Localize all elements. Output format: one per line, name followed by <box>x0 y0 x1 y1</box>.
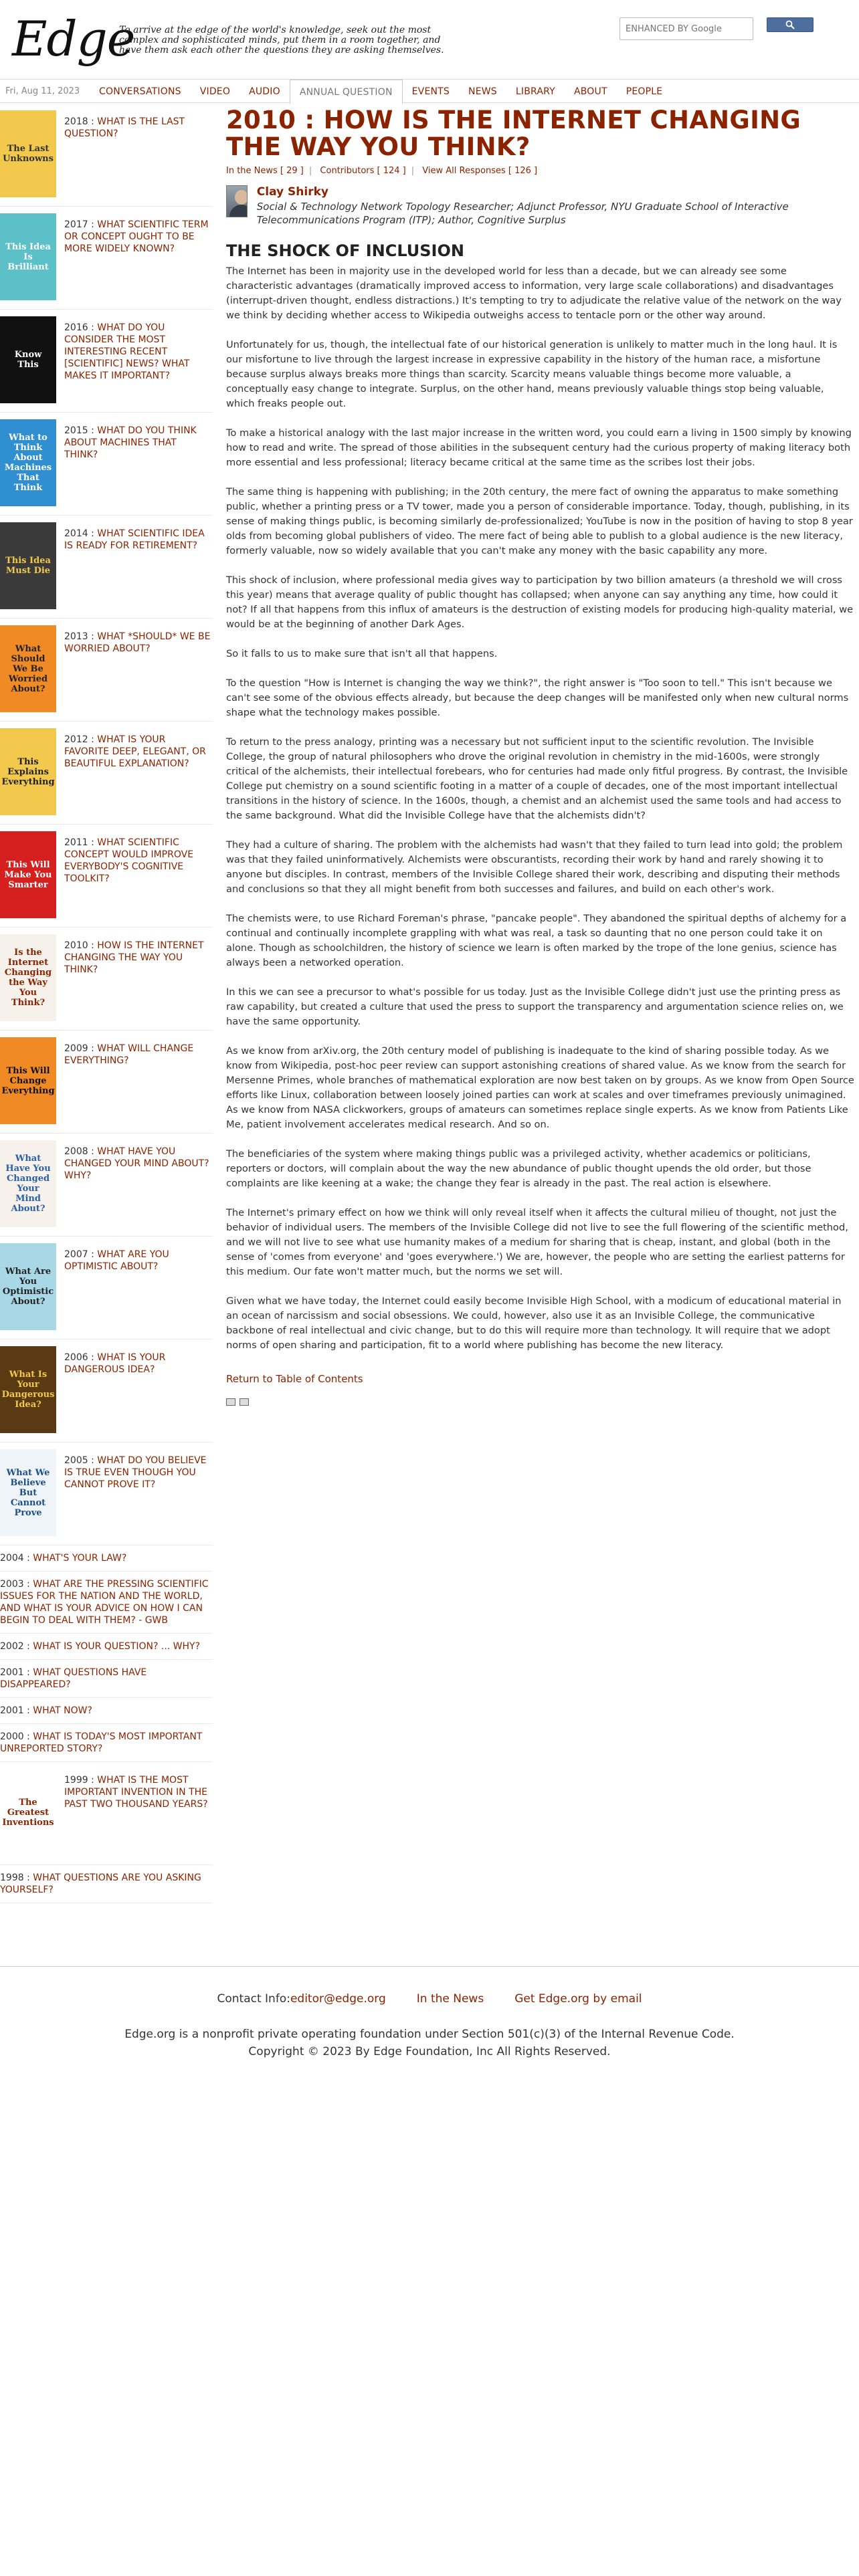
sidebar-question-item[interactable] <box>0 928 213 1031</box>
sidebar-question-link[interactable]: 2010 : HOW IS THE INTERNET CHANGING THE WAY YOU THINK? <box>64 940 204 975</box>
sidebar-question-item[interactable]: 2001 : WHAT NOW? <box>0 1698 213 1724</box>
sidebar-question-year: 2003 <box>0 1579 24 1590</box>
sidebar-question-link[interactable]: 2011 : WHAT SCIENTIFIC CONCEPT WOULD IMPROVE EVERYBODY'S COGNITIVE TOOLKIT? <box>64 837 194 884</box>
sidebar-question-text[interactable]: WHAT DO YOU CONSIDER THE MOST INTERESTING RECENT [SCIENTIFIC] NEWS? WHAT MAKES IT IMPORTANT? <box>64 322 190 381</box>
sidebar-question-text[interactable]: WHAT QUESTIONS ARE YOU ASKING YOURSELF? <box>0 1872 201 1895</box>
sidebar-question-text[interactable]: WHAT ARE YOU OPTIMISTIC ABOUT? <box>64 1249 169 1272</box>
nav-video[interactable]: VIDEO <box>199 86 231 97</box>
print-icon[interactable] <box>240 1398 249 1406</box>
author-name-link[interactable]: Clay Shirky <box>256 185 328 199</box>
main-content <box>226 107 855 1406</box>
sidebar-question-link[interactable]: 2012 : WHAT IS YOUR FAVORITE DEEP, ELEGANT, OR BEAUTIFUL EXPLANATION? <box>64 734 206 769</box>
sidebar-question-item[interactable] <box>0 413 213 516</box>
edge-logo[interactable]: Edge <box>12 11 135 67</box>
sidebar-question-item[interactable] <box>0 1134 213 1237</box>
author-bio: Social & Technology Network Topology Researcher; Adjunct Professor, NYU Graduate School of Interactive Telecommunications Program (ITP); Author, Cognitive Surplus <box>256 201 789 226</box>
essay-paragraph: Given what we have today, the Internet could easily become Invisible High School, with a modicum of educational material in an ocean of narcissism and social obsessions. We could, however, also use it as an Invisible College, the communicative backbone of real intellectual and civic change, but to do this will require more than technology. It will require that we adopt norms of open sharing and participation, fit to a world where publishing has become the new literacy. <box>226 1295 842 1351</box>
sidebar-question-text[interactable]: WHAT IS THE LAST QUESTION? <box>64 116 185 139</box>
sidebar-question-item[interactable]: 2000 : WHAT IS TODAY'S MOST IMPORTANT UNREPORTED STORY? <box>0 1724 213 1762</box>
email-icon[interactable] <box>226 1398 235 1406</box>
book-cover[interactable]: The Last Unknowns <box>0 110 56 197</box>
sidebar-question-link[interactable]: 2007 : WHAT ARE YOU OPTIMISTIC ABOUT? <box>64 1249 169 1272</box>
sidebar-question-year: 2010 <box>64 940 88 951</box>
sidebar-question-link[interactable]: 2005 : WHAT DO YOU BELIEVE IS TRUE EVEN THOUGH YOU CANNOT PROVE IT? <box>64 1455 207 1490</box>
sidebar-question-link[interactable]: 2006 : WHAT IS YOUR DANGEROUS IDEA? <box>64 1352 166 1375</box>
essay-paragraph: They had a culture of sharing. The problem with the alchemists had wasn't that they failed to turn lead into gold; the problem was that they failed uninformatively. Alchemists were obscurantists, recording their work by hand and rarely showing it to anyone but disciples. In contrast, members of the Invisible College shared their work, describing and disputing their methods and conclusions so that they all might benefit from both successes and failures, and build on each other's work. <box>226 839 843 895</box>
sidebar-question-year: 2016 <box>64 322 88 333</box>
book-cover[interactable]: This Idea Must Die <box>0 522 56 609</box>
book-cover[interactable]: This Explains Everything <box>0 728 56 815</box>
nav-people[interactable]: PEOPLE <box>626 86 663 97</box>
contact-email-link[interactable]: editor@edge.org <box>290 1992 386 2006</box>
sidebar-question-item[interactable]: 2004 : WHAT'S YOUR LAW? <box>0 1545 213 1572</box>
sidebar-question-item[interactable]: 2003 : WHAT ARE THE PRESSING SCIENTIFIC ISSUES FOR THE NATION AND THE WORLD, AND WHAT IS YOUR ADVICE ON HOW I CAN BEGIN TO DEAL WITH THEM? - GWB <box>0 1572 213 1634</box>
view-all-responses-link[interactable]: View All Responses [ 126 ] <box>422 166 538 176</box>
site-tagline: To arrive at the edge of the world's knowledge, seek out the most complex and sophisticated minds, put them in a room together, and have them ask each other the questions they are asking themselves. <box>119 25 444 56</box>
sidebar-question-year: 2001 <box>0 1705 24 1716</box>
essay-paragraph: The same thing is happening with publishing; in the 20th century, the mere fact of owning the apparatus to make something public, whether a printing press or a TV tower, made you a person of considerable importance. Today, though, publishing, in its sense of making things public, is becoming similarly de-professionalized; YouTube is now in the position of having to stop 8 year olds from becoming global publishers of video. The mere fact of being able to publish to a global audience is the new literacy, formerly valuable, now so widely available that you can't make any money with the basic capability any more. <box>226 486 853 556</box>
site-header <box>0 0 859 67</box>
sidebar-question-text[interactable]: WHAT *SHOULD* WE BE WORRIED ABOUT? <box>64 631 211 654</box>
sidebar-question-year: 2013 <box>64 631 88 642</box>
sidebar-question-link[interactable]: 2013 : WHAT *SHOULD* WE BE WORRIED ABOUT? <box>64 631 211 654</box>
sidebar-question-link[interactable]: 2017 : WHAT SCIENTIFIC TERM OR CONCEPT OUGHT TO BE MORE WIDELY KNOWN? <box>64 219 209 254</box>
in-the-news-link[interactable]: In the News [ 29 ] <box>226 166 304 176</box>
essay-paragraph: The Internet has been in majority use in the developed world for less than a decade, but we can already see some characteristic advantages (dramatically improved access to information, very large scale collaborations) and disadvantages (interrupt-driven thought, endless distractions.) It's tempting to try to adjudicate the relative value of the network on the way we think by deciding whether access to Wikipedia outweighs access to tentacle porn or the other way around. <box>226 265 842 321</box>
book-cover[interactable]: What to Think About Machines That Think <box>0 419 56 506</box>
current-date: Fri, Aug 11, 2023 <box>5 86 80 96</box>
essay-paragraph: Unfortunately for us, though, the intellectual fate of our historical generation is unlikely to matter much in the long haul. It is our misfortune to live through the largest increase in expressive capability in the history of the human race, a misfortune because surplus always breaks more things than scarcity. Scarcity means valuable things become more valuable, a conceptually easy change to integrate. Surplus, on the other hand, means previously valuable things stop being valuable, which freaks people out. <box>226 339 838 409</box>
sidebar-question-item[interactable] <box>0 516 213 619</box>
sidebar-question-link[interactable]: 2014 : WHAT SCIENTIFIC IDEA IS READY FOR RETIREMENT? <box>64 528 205 551</box>
nav-library[interactable]: LIBRARY <box>515 86 555 97</box>
footer-news-link[interactable]: In the News <box>416 1992 484 2006</box>
sidebar-question-item[interactable] <box>0 310 213 413</box>
sidebar-question-link[interactable]: 1999 : WHAT IS THE MOST IMPORTANT INVENTION IN THE PAST TWO THOUSAND YEARS? <box>64 1775 208 1810</box>
sidebar-question-year: 2008 <box>64 1146 88 1157</box>
sidebar-question-text[interactable]: WHAT IS YOUR QUESTION? ... WHY? <box>33 1641 201 1652</box>
nav-annual-question[interactable]: ANNUAL QUESTION <box>290 80 403 104</box>
sidebar-question-item[interactable] <box>0 1339 213 1442</box>
book-cover[interactable]: What We Believe But Cannot Prove <box>0 1449 56 1536</box>
book-cover[interactable]: Know This <box>0 316 56 403</box>
essay-paragraph: This shock of inclusion, where professional media gives way to participation by two billion amateurs (a threshold we will cross this year) means that average quality of public thought has collapsed; when anyone can say anything any time, how could it not? If all that happens from this influx of amateurs is the destruction of existing models for producing high-quality material, we would be at the beginning of another Dark Ages. <box>226 574 854 630</box>
sidebar-question-item[interactable]: 2001 : WHAT QUESTIONS HAVE DISAPPEARED? <box>0 1660 213 1698</box>
site-footer <box>0 1966 859 2060</box>
sidebar-question-text[interactable]: WHAT DO YOU BELIEVE IS TRUE EVEN THOUGH YOU CANNOT PROVE IT? <box>64 1455 207 1490</box>
essay-body <box>226 264 855 1353</box>
sidebar-question-year: 2006 <box>64 1352 88 1363</box>
essay-paragraph: The beneficiaries of the system where making things public was a privileged activity, whether academics or politicians, reporters or doctors, will complain about the way the new abundance of public thought upends the old order, but those complaints are like keening at a wake; the change they fear is already in the past. The real action is elsewhere. <box>226 1148 812 1189</box>
essay-paragraph: The chemists were, to use Richard Foreman's phrase, "pancake people". They abandoned the spiritual depths of alchemy for a continual and continually incomplete grappling with what was real, a task so daunting that no one person could take it on alone. Though as schoolchildren, the history of science we learn is often marked by the trope of the lone genius, science has always been a networked operation. <box>226 913 847 968</box>
book-cover[interactable]: What Have You Changed Your Mind About? <box>0 1140 56 1227</box>
nav-audio[interactable]: AUDIO <box>249 86 280 97</box>
book-cover[interactable]: This Will Make You Smarter <box>0 831 56 918</box>
sidebar-question-text[interactable]: HOW IS THE INTERNET CHANGING THE WAY YOU THINK? <box>64 940 204 975</box>
book-cover[interactable]: What Is Your Dangerous Idea? <box>0 1346 56 1433</box>
sidebar-question-year: 2004 <box>0 1553 24 1564</box>
sidebar-question-text[interactable]: WHAT IS YOUR FAVORITE DEEP, ELEGANT, OR BEAUTIFUL EXPLANATION? <box>64 734 206 769</box>
sidebar-question-item[interactable]: 1998 : WHAT QUESTIONS ARE YOU ASKING YOURSELF? <box>0 1865 213 1903</box>
sidebar-question-text[interactable]: WHAT SCIENTIFIC IDEA IS READY FOR RETIREMENT? <box>64 528 205 551</box>
book-cover[interactable]: What Are You Optimistic About? <box>0 1243 56 1330</box>
search-input[interactable] <box>619 17 753 40</box>
sidebar-question-item[interactable] <box>0 207 213 310</box>
book-cover[interactable]: This Idea Is Brilliant <box>0 213 56 300</box>
book-cover[interactable]: What Should We Be Worried About? <box>0 625 56 712</box>
sidebar-question-text[interactable]: WHAT IS THE MOST IMPORTANT INVENTION IN THE PAST TWO THOUSAND YEARS? <box>64 1775 208 1810</box>
sidebar-question-year: 1999 <box>64 1775 88 1786</box>
author-block <box>226 185 855 227</box>
sidebar-question-year: 1998 <box>0 1872 24 1883</box>
nav-about[interactable]: ABOUT <box>573 86 607 97</box>
sidebar-question-text[interactable]: WHAT DO YOU THINK ABOUT MACHINES THAT THINK? <box>64 425 197 460</box>
essay-paragraph: So it falls to us to make sure that isn't all that happens. <box>226 648 498 659</box>
sidebar-question-text[interactable]: WHAT SCIENTIFIC CONCEPT WOULD IMPROVE EVERYBODY'S COGNITIVE TOOLKIT? <box>64 837 194 884</box>
sidebar-question-item[interactable] <box>0 619 213 722</box>
book-cover[interactable]: This Will Change Everything <box>0 1037 56 1124</box>
nav-conversations[interactable]: CONVERSATIONS <box>99 86 181 97</box>
essay-paragraph: In this we can see a precursor to what's possible for us today. Just as the Invisible College didn't just use the printing press as raw capability, but created a culture that used the press to support the transparency and argumentation science relies on, we have the same opportunity. <box>226 986 844 1027</box>
footer-nonprofit-text: Edge.org is a nonprofit private operating foundation under Section 501(c)(3) of the Internal Revenue Code. <box>124 2028 735 2041</box>
sidebar-question-year: 2015 <box>64 425 88 436</box>
sidebar-question-item[interactable]: 2002 : WHAT IS YOUR QUESTION? ... WHY? <box>0 1634 213 1660</box>
sidebar-question-link[interactable]: 2009 : WHAT WILL CHANGE EVERYTHING? <box>64 1043 194 1066</box>
search-icon <box>785 20 795 29</box>
sidebar-question-year: 2005 <box>64 1455 88 1466</box>
sidebar-question-year: 2009 <box>64 1043 88 1054</box>
sidebar-question-link[interactable]: 2015 : WHAT DO YOU THINK ABOUT MACHINES THAT THINK? <box>64 425 197 460</box>
author-avatar[interactable] <box>226 185 248 217</box>
sidebar-question-link[interactable]: 2016 : WHAT DO YOU CONSIDER THE MOST INTERESTING RECENT [SCIENTIFIC] NEWS? WHAT MAKES IT IMPORTANT? <box>64 322 190 381</box>
sidebar-question-item[interactable] <box>0 1031 213 1134</box>
contributors-link[interactable]: Contributors [ 124 ] <box>320 166 406 176</box>
search-button[interactable] <box>767 17 814 32</box>
essay-paragraph: To the question "How is Internet is changing the way we think?", the right answer is "Too soon to tell." This isn't because we can't see some of the obvious effects already, but because the deep changes will be manifested only when new cultural norms shape what the technology makes possible. <box>226 677 849 718</box>
sidebar-question-item[interactable] <box>0 104 213 207</box>
sidebar-question-text[interactable]: WHAT'S YOUR LAW? <box>33 1553 127 1564</box>
question-meta-links: In the News [ 29 ] | Contributors [ 124 ] | View All Responses [ 126 ] <box>226 166 538 176</box>
sidebar-question-text[interactable]: WHAT NOW? <box>33 1705 92 1716</box>
sidebar-question-year: 2018 <box>64 116 88 127</box>
sidebar-question-item[interactable] <box>0 1237 213 1339</box>
essay-title: THE SHOCK OF INCLUSION <box>226 241 464 260</box>
sidebar-question-text[interactable]: WHAT HAVE YOU CHANGED YOUR MIND ABOUT? WHY? <box>64 1146 209 1181</box>
nav-events[interactable]: EVENTS <box>411 86 450 97</box>
sidebar-question-item[interactable] <box>0 1762 213 1865</box>
return-to-toc-link[interactable]: Return to Table of Contents <box>226 1373 363 1385</box>
sidebar-question-text[interactable]: WHAT ARE THE PRESSING SCIENTIFIC ISSUES FOR THE NATION AND THE WORLD, AND WHAT IS YOUR ADVICE ON HOW I CAN BEGIN TO DEAL WITH THEM? - GWB <box>0 1579 209 1626</box>
sidebar-question-text[interactable]: WHAT SCIENTIFIC TERM OR CONCEPT OUGHT TO BE MORE WIDELY KNOWN? <box>64 219 209 254</box>
essay-paragraph: The Internet's primary effect on how we think will only reveal itself when it affects the cultural milieu of thought, not just the behavior of individual users. The members of the Invisible College did not live to see the full flowering of the scientific method, and we will not live to see what use humanity makes of a medium for sharing that is cheap, instant, and global (both in the sense of 'comes from everyone' and 'goes everywhere.') We are, however, the people who are setting the earliest patterns for this medium. Our fate won't matter much, but the norms we set will. <box>226 1207 848 1277</box>
sidebar-question-text[interactable]: WHAT IS YOUR DANGEROUS IDEA? <box>64 1352 166 1375</box>
sidebar-question-year: 2012 <box>64 734 88 745</box>
main-nav <box>0 79 859 103</box>
sidebar-question-link[interactable]: 2018 : WHAT IS THE LAST QUESTION? <box>64 116 185 139</box>
sidebar-question-year: 2002 <box>0 1641 24 1652</box>
sidebar-question-year: 2017 <box>64 219 88 230</box>
sidebar-question-year: 2001 <box>0 1667 24 1678</box>
essay-paragraph: To return to the press analogy, printing was a necessary but not sufficient input to the scientific revolution. The Invisible College, the group of natural philosophers who drove the original revolution in chemistry in the mid-1600s, were strongly critical of the alchemists, their intellectual forebears, who for centuries had made only fitful progress. By contrast, the Invisible College put chemistry on a sound scientific footing in a matter of a couple of decades, one of the most important intellectual transitions in the history of science. In the 1600s, though, a chemist and an alchemist used the same tools and had access to the same background. What did the Invisible College have that the alchemists didn't? <box>226 736 848 821</box>
footer-copyright-text: Copyright © 2023 By Edge Foundation, Inc All Rights Reserved. <box>248 2045 611 2058</box>
nav-news[interactable]: NEWS <box>468 86 497 97</box>
page-title: 2010 : HOW IS THE INTERNET CHANGING THE WAY YOU THINK? <box>226 106 801 161</box>
sidebar-question-text[interactable]: WHAT WILL CHANGE EVERYTHING? <box>64 1043 194 1066</box>
sidebar-question-year: 2011 <box>64 837 88 848</box>
essay-paragraph: As we know from arXiv.org, the 20th century model of publishing is inadequate to the kind of sharing possible today. As we know from Wikipedia, post-hoc peer review can support astonishing creations of shared value. As we know from the search for Mersenne Primes, whole branches of mathematical exploration are now best taken on by groups. As we know from Open Source efforts like Linux, collaboration between loosely joined parties can work at scales and over timeframes previously unimagined. As we know from NASA clickworkers, groups of amateurs can sometimes replace single experts. As we know from Patients Like Me, patient involvement accelerates medical research. And so on. <box>226 1045 854 1130</box>
sidebar-question-year: 2000 <box>0 1731 24 1742</box>
annual-question-sidebar <box>0 104 213 1903</box>
sidebar-question-link[interactable]: 2008 : WHAT HAVE YOU CHANGED YOUR MIND ABOUT? WHY? <box>64 1146 209 1181</box>
sidebar-question-item[interactable] <box>0 722 213 825</box>
contact-label: Contact Info: <box>217 1992 290 2006</box>
sidebar-question-year: 2014 <box>64 528 88 539</box>
essay-paragraph: To make a historical analogy with the last major increase in the written word, you could earn a living in 1500 simply by knowing how to read and write. The spread of those abilities in the subsequent century had the curious property of making literacy both more essential and less professional; literacy became critical at the same time as the scribes lost their jobs. <box>226 427 852 468</box>
sidebar-question-item[interactable] <box>0 825 213 928</box>
sidebar-question-text[interactable]: WHAT QUESTIONS HAVE DISAPPEARED? <box>0 1667 147 1690</box>
footer-email-signup-link[interactable]: Get Edge.org by email <box>514 1992 642 2006</box>
book-cover[interactable]: Is the Internet Changing the Way You Think? <box>0 934 56 1021</box>
sidebar-question-year: 2007 <box>64 1249 88 1260</box>
sidebar-question-item[interactable] <box>0 1442 213 1545</box>
book-cover[interactable]: The Greatest Inventions <box>0 1769 56 1856</box>
sidebar-question-text[interactable]: WHAT IS TODAY'S MOST IMPORTANT UNREPORTED STORY? <box>0 1731 203 1754</box>
